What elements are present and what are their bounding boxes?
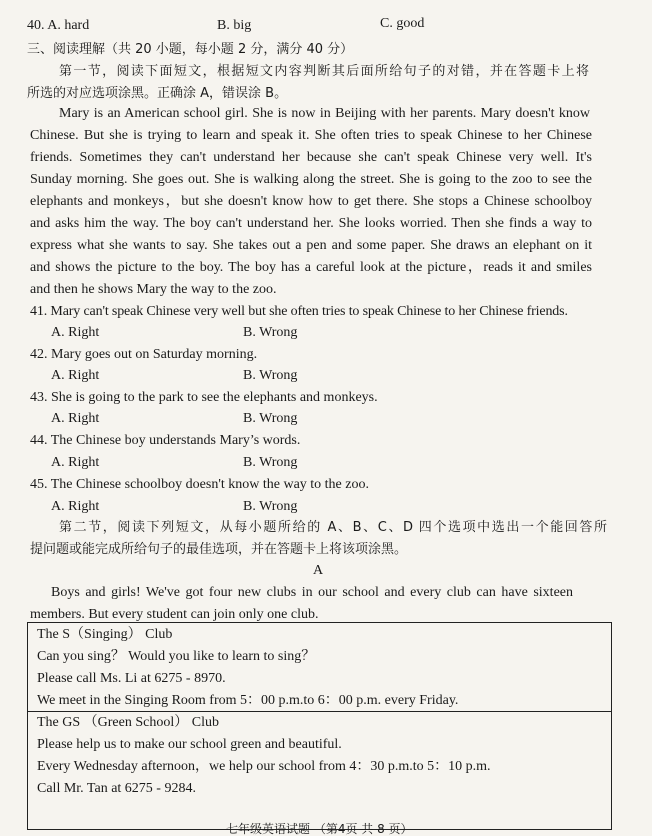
part2-instruction-line1: 第二节，阅读下列短文，从每小题所给的 A、B、C、D 四个选项中选出一个能回答所 bbox=[59, 520, 607, 535]
page-footer: 七年级英语试题 （第4页 共 8 页） bbox=[226, 822, 413, 836]
part1-instruction-line1: 第一节，阅读下面短文，根据短文内容判断其后面所给句子的对错，并在答题卡上将 bbox=[59, 64, 589, 79]
passage1-line: and asks him the way. The boy can't understand her. She looks worried. Then she finds a way to bbox=[30, 216, 592, 231]
singing-club-line: Please call Ms. Li at 6275 - 8970. bbox=[37, 671, 226, 686]
q44-option-b: B. Wrong bbox=[243, 455, 298, 470]
passage1-line: Chinese. But she is trying to learn and speak it. She often tries to speak Chinese to her Chinese bbox=[30, 128, 592, 143]
question-41: 41. Mary can't speak Chinese very well but she often tries to speak Chinese to her Chinese friends. bbox=[30, 304, 568, 319]
q41-option-b: B. Wrong bbox=[243, 325, 298, 340]
passage1-line: Sunday morning. She goes out. She is walking along the street. She is going to the zoo to see the bbox=[30, 172, 592, 187]
q40-option-a: 40. A. hard bbox=[27, 18, 90, 33]
q40-option-c: C. good bbox=[380, 16, 425, 31]
q40-option-b: B. big bbox=[217, 18, 252, 33]
q45-option-a: A. Right bbox=[51, 499, 100, 514]
q43-option-b: B. Wrong bbox=[243, 411, 298, 426]
passage1-line: and then he shows Mary the way to the zoo. bbox=[30, 282, 277, 297]
green-school-club-line: Every Wednesday afternoon，we help our school from 4：30 p.m.to 5：10 p.m. bbox=[37, 759, 491, 774]
passage1-line: elephants and monkeys，but she doesn't know how to get there. She stops a Chinese schoolboy bbox=[30, 194, 592, 209]
part2-instruction-line2: 提问题或能完成所给句子的最佳选项，并在答题卡上将该项涂黑。 bbox=[30, 542, 408, 557]
question-43: 43. She is going to the park to see the elephants and monkeys. bbox=[30, 390, 378, 405]
question-45: 45. The Chinese schoolboy doesn't know the way to the zoo. bbox=[30, 477, 369, 492]
passage-a-intro-line2: members. But every student can join only one club. bbox=[30, 607, 319, 622]
singing-club-title: The S（Singing） Club bbox=[37, 627, 173, 642]
q42-option-a: A. Right bbox=[51, 368, 100, 383]
question-44: 44. The Chinese boy understands Mary’s words. bbox=[30, 433, 301, 448]
clubs-table bbox=[27, 622, 612, 830]
green-school-club-line: Please help us to make our school green and beautiful. bbox=[37, 737, 342, 752]
green-school-club-line: Call Mr. Tan at 6275 - 9284. bbox=[37, 781, 196, 796]
singing-club-line: Can you sing？ Would you like to learn to sing？ bbox=[37, 649, 316, 664]
q45-option-b: B. Wrong bbox=[243, 499, 298, 514]
green-school-club-title: The GS （Green School） Club bbox=[37, 715, 219, 730]
part1-instruction-line2: 所选的对应选项涂黑。正确涂 A，错误涂 B。 bbox=[27, 86, 288, 101]
q41-option-a: A. Right bbox=[51, 325, 100, 340]
passage1-line: express what she wants to say. She takes out a pen and some paper. She draws an elephant on it bbox=[30, 238, 592, 253]
passage1-line: Mary is an American school girl. She is now in Beijing with her parents. Mary doesn't know bbox=[59, 106, 590, 121]
question-42: 42. Mary goes out on Saturday morning. bbox=[30, 347, 258, 362]
singing-club-line: We meet in the Singing Room from 5：00 p.m.to 6：00 p.m. every Friday. bbox=[37, 693, 459, 708]
club-divider bbox=[28, 711, 611, 712]
passage1-line: and shows the picture to the boy. The boy has a careful look at the picture，reads it and smiles bbox=[30, 260, 592, 275]
passage-a-label: A bbox=[313, 563, 324, 578]
section3-title: 三、阅读理解（共 20 小题，每小题 2 分，满分 40 分） bbox=[27, 42, 354, 57]
q44-option-a: A. Right bbox=[51, 455, 100, 470]
q43-option-a: A. Right bbox=[51, 411, 100, 426]
passage1-line: friends. Sometimes they can't understand her because she can't speak Chinese very well. It's bbox=[30, 150, 592, 165]
q42-option-b: B. Wrong bbox=[243, 368, 298, 383]
passage-a-intro-line1: Boys and girls! We've got four new clubs in our school and every club can have sixteen bbox=[51, 585, 573, 600]
